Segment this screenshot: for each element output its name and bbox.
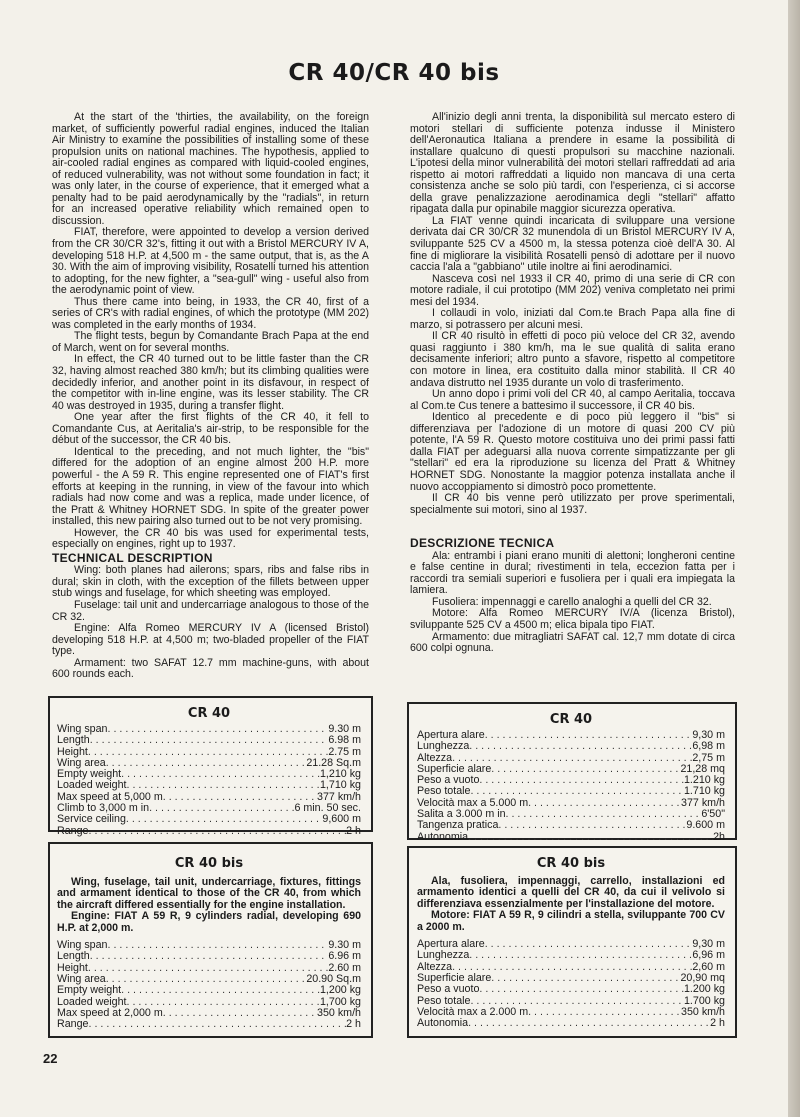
page-edge	[788, 0, 800, 1117]
spec-label: Range	[57, 1018, 89, 1031]
spec-row	[417, 1018, 725, 1029]
spec-label: Wing area	[57, 972, 106, 985]
en-paragraph: In effect, the CR 40 turned out to be little faster than the CR 32, having almost reached 380 km/h; but its climbing qualities were decidedly inferior, and another point in its disfavour, in respect of the competitor with in-line engine, was its lesser stability. The CR 40 was destroyed in 1935, during a transfer flight.	[52, 353, 369, 412]
spec-label: Autonomia	[417, 1017, 469, 1030]
spec-box-cr40bis-en	[48, 842, 373, 1038]
spec-row	[57, 735, 361, 746]
spec-engine-text: Motore: FIAT A 59 R, 9 cilindri a stella, sviluppante 700 CV a 2000 m.	[417, 909, 725, 933]
spec-desc-text: Ala, fusoliera, impennaggi, carrello, installazioni ed armamento identici a quelli del CR 40, da cui il velivolo si differenziava essenzialmente per l'installazione del motore.	[417, 875, 725, 910]
spec-box-description	[57, 877, 361, 934]
spec-value: 2 h	[346, 824, 361, 837]
spec-box-title: CR 40	[187, 706, 231, 721]
spec-value: 1,700 kg	[319, 995, 361, 1008]
spec-row	[417, 950, 725, 961]
spec-label: Climb to 3,000 m in	[57, 802, 150, 815]
spec-value: 6 min. 50 sec.	[294, 802, 361, 815]
spec-row	[417, 820, 725, 831]
spec-label: Max speed at 5,000 m	[57, 790, 163, 803]
it-paragraph: Il CR 40 bis venne però utilizzato per prove sperimentali, specialmente sui motori, sino al 1937.	[410, 492, 735, 516]
en-paragraph: One year after the first flights of the CR 40, it fell to Comandante Cus, at Aeritalia's air-strip, to be responsible for the début of the successor, the CR 40 bis.	[52, 411, 369, 447]
spec-value: 1.700 kg	[683, 994, 725, 1007]
spec-value: 1,200 kg	[319, 984, 361, 997]
spec-value: 1,710 kg	[319, 779, 361, 792]
spec-box-cr40-it	[407, 702, 737, 843]
en-paragraph: FIAT, therefore, were appointed to develop a version derived from the CR 30/CR 32's, fitting it out with a Bristol MERCURY IV A, developing 518 H.P. at 4,500 m - the same output, that is, as the A 30. With the aim of improving visibility, Rosatelli turned his attention to adopting, for the new fighter, a "sea-gull" wing - useful also from the aerodynamic point of view.	[52, 226, 369, 297]
spec-label: Apertura alare	[417, 729, 485, 741]
spec-row	[417, 832, 725, 843]
spec-row	[57, 951, 361, 962]
english-column	[52, 112, 369, 681]
italian-column	[410, 112, 735, 655]
en-paragraph: The flight tests, begun by Comandante Brach Papa at the end of March, went on for several months.	[52, 330, 369, 354]
spec-value: 6,98 m	[692, 740, 725, 753]
spec-row	[57, 985, 361, 996]
spec-value: 377 km/h	[317, 790, 361, 803]
it-paragraph: All'inizio degli anni trenta, la disponibilità sul mercato estero di motori stellari di sufficiente potenza indusse il Ministero dell'Aeronautica Italiana a prendere in esame la possibilità di installare qualcuno di questi propulsori su macchine nazionali. L'ipotesi della minor vulnerabilità dei motori stellari raffreddati ad aria rispetto ai motori raffreddati a liquido non mancava di una certa consistenza anche se solo più tardi, con l'esperienza, ci si accorse della grave penalizzazione aerodinamica degli "stellari" affatto ripagata dalla pur opinabile maggior sicurezza operativa.	[410, 111, 735, 216]
it-paragraph: I collaudi in volo, iniziati dal Com.te Brach Papa alla fine di marzo, si potrassero per alcuni mesi.	[410, 307, 735, 331]
spec-row	[57, 1019, 361, 1030]
spec-value: 6'50"	[701, 808, 725, 821]
spec-label: Altezza	[417, 960, 453, 973]
spec-value: 9,30 m	[692, 729, 725, 741]
it-paragraph: La FIAT venne quindi incaricata di sviluppare una versione derivata dai CR 30/CR 32 munendola di un Bristol MERCURY IV A, sviluppante 525 CV a 4500 m, la stessa potenza cioè dell'A 30. Al fine di migliorare la visibilità Rosatelli pensò di adottare per il nuovo caccia l'ala a "gabbiano" utile inoltre ai fini aerodinamici.	[410, 214, 735, 274]
spec-value: 20.90 Sq.m	[306, 972, 361, 985]
spec-label: Salita a 3.000 m in	[417, 808, 506, 821]
spec-label: Length	[57, 950, 90, 963]
spec-label: Tangenza pratica	[417, 819, 499, 832]
spec-label: Peso a vuoto	[417, 983, 480, 996]
spec-row	[57, 814, 361, 825]
spec-box-title: CR 40 bis	[174, 856, 244, 871]
spec-value: 2,60 m	[692, 960, 725, 973]
it-paragraph: Il CR 40 risultò in effetti di poco più veloce del CR 32, avendo quasi raggiunto i 380 km/h, ma le sue qualità di salita erano decisamente inferiori; altro punto a sfavore, rispetto al competitore con motore in linea, era costituito dalla minor stabilità. Il CR 40 andava distrutto nel 1935 durante un volo di trasferimento.	[410, 330, 735, 389]
spec-label: Loaded weight	[57, 779, 127, 792]
spec-row	[57, 724, 361, 735]
spec-label: Peso totale	[417, 785, 471, 798]
spec-value: 1.710 kg	[683, 785, 725, 798]
spec-value: 1.200 kg	[683, 983, 725, 996]
spec-value: 9.600 m	[686, 819, 725, 832]
it-tech-paragraph: Armamento: due mitragliatri SAFAT cal. 12,7 mm dotate di circa 600 colpi ognuna.	[410, 630, 735, 655]
spec-box-cr40bis-it	[407, 846, 737, 1038]
spec-value: 6,96 m	[692, 949, 725, 962]
spec-label: Autonomia	[417, 830, 469, 843]
en-tech-paragraph: Armament: two SAFAT 12.7 mm machine-guns, with about 600 rounds each.	[52, 656, 369, 681]
page-number: 22	[43, 1051, 58, 1066]
spec-value: 2h	[713, 830, 725, 843]
spec-label: Wing span	[57, 939, 108, 952]
it-tech-paragraph: Motore: Alfa Romeo MERCURY IV/A (licenza Bristol), sviluppante 525 CV a 4500 m; elica bipala tipo FIAT.	[410, 607, 735, 631]
it-paragraph: Nasceva così nel 1933 il CR 40, primo di una serie di CR con motore radiale, il cui prototipo (MM 202) veniva completato nei primi mesi del 1934.	[410, 272, 735, 308]
spec-label: Service ceiling	[57, 813, 126, 826]
en-paragraph: Thus there came into being, in 1933, the CR 40, first of a series of CR's with radial engines, of which the prototype (MM 202) was completed in the early months of 1934.	[52, 295, 369, 331]
spec-box-title: CR 40 bis	[536, 856, 606, 871]
spec-value: 2.75 m	[328, 745, 361, 758]
spec-value: 1.210 kg	[683, 774, 725, 787]
spec-label: Peso a vuoto	[417, 774, 480, 787]
spec-row	[417, 741, 725, 752]
spec-label: Empty weight	[57, 984, 122, 997]
spec-value: 20,90 mq	[680, 971, 725, 984]
spec-value: 9,600 m	[322, 813, 361, 826]
spec-label: Height	[57, 745, 88, 758]
it-paragraph: Un anno dopo i primi voli del CR 40, al campo Aeritalia, toccava al Com.te Cus tenere a battesimo il successore, il CR 40 bis.	[410, 388, 735, 412]
en-tech-paragraph: Wing: both planes had ailerons; spars, ribs and false ribs in dural; skin in cloth, with the exception of the fillets between upper stub wings and fuselage, for which sheeting was employed.	[52, 564, 369, 600]
spec-box-cr40-en	[48, 696, 373, 837]
spec-value: 9.30 m	[328, 723, 361, 735]
spec-label: Range	[57, 824, 89, 837]
it-tech-paragraph: Fusoliera: impennaggi e carello analoghi a quelli del CR 32.	[432, 595, 712, 608]
spec-label: Lunghezza	[417, 949, 470, 962]
en-paragraph: At the start of the 'thirties, the availability, on the foreign market, of sufficiently powerful radial engines, induced the Italian Air Ministry to examine the possibilities of installing some of these propulsion units on national machines. The hypothesis, applied to air-cooled radial engines as compared with liquid-cooled engines, of reduced vulnerability, was not without some foundation in fact; it was only later, in the course of experience, that it emerged what a penalty had to be paid aerodynamically by the "radials", in return for an increased operative reliability which remained open to discussion.	[52, 111, 369, 227]
en-tech-heading: TECHNICAL DESCRIPTION	[52, 550, 213, 565]
spec-value: 6.98 m	[328, 734, 361, 747]
spec-value: 2,75 m	[692, 751, 725, 764]
spec-engine-text: Engine: FIAT A 59 R, 9 cylinders radial, developing 690 H.P. at 2,000 m.	[57, 910, 361, 934]
spec-value: 350 km/h	[317, 1006, 361, 1019]
it-tech-heading: DESCRIZIONE TECNICA	[410, 536, 555, 551]
spec-label: Wing area	[57, 756, 106, 769]
spec-row	[57, 940, 361, 951]
spec-value: 9,30 m	[692, 938, 725, 951]
spec-value: 6.96 m	[328, 950, 361, 963]
spec-label: Velocità max a 2.000 m	[417, 1005, 529, 1018]
spec-value: 2.60 m	[328, 961, 361, 974]
spec-value: 350 km/h	[681, 1005, 725, 1018]
spec-label: Superficie alare	[417, 971, 492, 984]
en-tech-paragraph: Engine: Alfa Romeo MERCURY IV A (licensed Bristol) developing 518 H.P. at 4,500 m; two-bladed propeller of the FIAT type.	[52, 622, 369, 658]
spec-label: Lunghezza	[417, 740, 470, 753]
spec-label: Velocità max a 5.000 m	[417, 796, 529, 809]
it-tech-paragraph: Ala: entrambi i piani erano muniti di alettoni; longheroni centine e false centine in dural; rivestimenti in tela, eccezion fatta per i raccordi tra semiali superiori e fusoliera per i quali era impiegata la lamiera.	[410, 549, 735, 597]
spec-label: Superficie alare	[417, 762, 492, 775]
spec-label: Empty weight	[57, 768, 122, 781]
spec-row	[57, 1008, 361, 1019]
en-paragraph: However, the CR 40 bis was used for experimental tests, especially on engines, right up to 1937.	[52, 526, 369, 551]
spec-label: Altezza	[417, 751, 453, 764]
spec-row	[417, 984, 725, 995]
spec-value: 2 h	[710, 1017, 725, 1030]
spec-row	[57, 826, 361, 837]
en-tech-paragraph: Fuselage: tail unit and undercarriage analogous to those of the CR 32.	[52, 598, 369, 623]
spec-label: Height	[57, 961, 88, 974]
spec-value: 1,210 kg	[319, 768, 361, 781]
spec-label: Max speed at 2,000 m	[57, 1006, 163, 1019]
spec-value: 9.30 m	[328, 939, 361, 952]
spec-value: 2 h	[346, 1018, 361, 1031]
spec-label: Wing span	[57, 723, 108, 735]
spec-desc-text: Wing, fuselage, tail unit, undercarriage, fixtures, fittings and armament identical to those of the CR 40, from which the aircraft differed essentially for the engine installation.	[57, 876, 361, 911]
spec-value: 21.28 Sq.m	[306, 756, 361, 769]
spec-label: Loaded weight	[57, 995, 127, 1008]
spec-value: 377 km/h	[681, 796, 725, 809]
spec-box-title: CR 40	[549, 712, 593, 727]
spec-label: Apertura alare	[417, 938, 485, 951]
page-title: CR 40/CR 40 bis	[288, 60, 500, 86]
spec-box-description	[417, 876, 725, 933]
spec-value: 21,28 mq	[680, 762, 725, 775]
spec-label: Peso totale	[417, 994, 471, 1007]
it-paragraph: Identico al precedente e di poco più leggero il "bis" si differenziava per l'adozione di un motore di quasi 200 CV più potente, l'A 59 R. Questo motore costituiva uno dei primi passi fatti dalla FIAT per adeguarsi alla nuova corrente simpatizzante per gli "stellari" ed era la riproduzione su licenza del Pratt & Whitney HORNET SDG. Nonostante la maggior potenza installata anche il nuovo accoppiamento si dimostrò poco promettente.	[410, 411, 735, 493]
spec-label: Length	[57, 734, 90, 747]
en-paragraph: Identical to the preceding, and not much lighter, the "bis" differed for the adoption of an engine almost 200 H.P. more powerful - the A 59 R. This engine represented one of FIAT's first efforts at keeping in the running, in view of the favour into which radials had now come and was a replica, made under licence, of the Pratt & Whitney HORNET SDG. In spite of the greater power installed, this new pairing also turned out to be not very promising.	[52, 445, 369, 528]
